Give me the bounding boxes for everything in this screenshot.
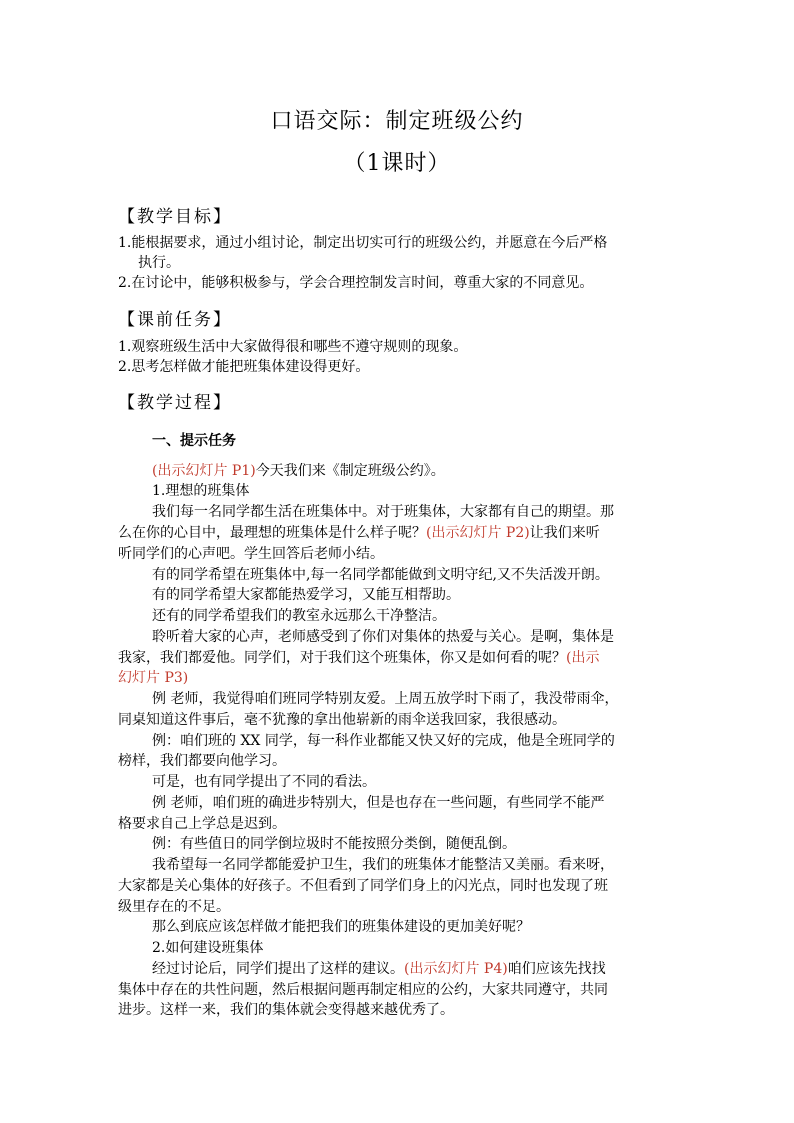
text-line: 进步。这样一来，我们的集体就会变得越来越优秀了。 (118, 1002, 454, 1018)
goal-line: 1.能根据要求，通过小组讨论，制定出切实可行的班级公约，并愿意在今后严格 (118, 235, 608, 251)
text-line: 聆听着大家的心声，老师感受到了你们对集体的热爱与关心。是啊，集体是 (152, 629, 614, 645)
text-line (118, 668, 680, 688)
page-title: 口语交际：制定班级公约 (270, 109, 524, 134)
slide-ref: (出示幻灯片 P1) (152, 463, 256, 479)
text-line: 榜样，我们都要向他学习。 (118, 753, 286, 769)
text-line: 我们每一名同学都生活在班集体中。对于班集体，大家都有自己的期望。那 (152, 504, 614, 520)
page-subtitle: （1课时） (343, 151, 451, 176)
text-line: 例 老师，咱们班的确进步特别大，但是也存在一些问题，有些同学不能严 (152, 795, 605, 811)
section-process-heading: 【教学过程】 (118, 393, 232, 413)
text-line: 同桌知道这件事后，毫不犹豫的拿出他崭新的雨伞送我回家，我很感动。 (118, 712, 566, 728)
text-line: (出示幻灯片 P1)今天我们来《制定班级公约》。 (152, 463, 445, 479)
section-goals-heading: 【教学目标】 (118, 207, 232, 227)
text-line: 还有的同学希望我们的教室永远那么干净整洁。 (152, 608, 446, 624)
text-line: 么在你的心目中，最理想的班集体是什么样子呢？(出示幻灯片 P2)让我们来听 (118, 525, 600, 541)
text-line: 听同学们的心声吧。学生回答后老师小结。 (118, 546, 384, 562)
subheading-task: 一、提示任务 (152, 433, 236, 449)
text-line: 有的同学希望大家都能热爱学习，又能互相帮助。 (152, 587, 460, 603)
slide-ref: (出示 (566, 650, 600, 666)
text-line: 例：有些值日的同学倒垃圾时不能按照分类倒，随便乱倒。 (152, 836, 516, 852)
goal-line: 执行。 (138, 255, 180, 271)
text-line: 我家，我们都爱他。同学们，对于我们这个班集体，你又是如何看的呢？(出示 (118, 650, 600, 666)
text-line: 有的同学希望在班集体中,每一名同学都能做到文明守纪,又不失活泼开朗。 (152, 567, 609, 583)
slide-ref: (出示幻灯片 P4) (404, 961, 508, 977)
pre-line: 2.思考怎样做才能把班集体建设得更好。 (118, 359, 370, 375)
text-line: 大家都是关心集体的好孩子。不但看到了同学们身上的闪光点，同时也发现了班 (118, 878, 608, 894)
slide-ref: 幻灯片 P3) (118, 670, 189, 686)
section-pre-heading: 【课前任务】 (118, 310, 232, 330)
text-line: 2.如何建设班集体 (152, 940, 264, 956)
text-line: 例 老师，我觉得咱们班同学特别友爱。上周五放学时下雨了，我没带雨伞， (152, 691, 619, 707)
text-line: 那么到底应该怎样做才能把我们的班集体建设的更加美好呢？ (152, 919, 530, 935)
text-line: 可是，也有同学提出了不同的看法。 (152, 774, 376, 790)
text-line: 例：咱们班的 XX 同学，每一科作业都能又快又好的完成，他是全班同学的 (152, 733, 615, 749)
text-line: 级里存在的不足。 (118, 899, 230, 915)
goal-line: 2.在讨论中，能够积极参与，学会合理控制发言时间，尊重大家的不同意见。 (118, 275, 594, 291)
text-line: 我希望每一名同学都能爱护卫生，我们的班集体才能整洁又美丽。看来呀， (152, 857, 614, 873)
pre-line: 1.观察班级生活中大家做得很和哪些不遵守规则的现象。 (118, 339, 468, 355)
slide-ref: (出示幻灯片 P2) (426, 525, 530, 541)
text-line: 格要求自己上学总是迟到。 (118, 816, 286, 832)
text-line: 集体中存在的共性问题，然后根据问题再制定相应的公约，大家共同遵守，共同 (118, 982, 608, 998)
text-line: 1.理想的班集体 (152, 483, 250, 499)
text-line: 经过讨论后，同学们提出了这样的建议。(出示幻灯片 P4)咱们应该先找找 (152, 961, 606, 977)
